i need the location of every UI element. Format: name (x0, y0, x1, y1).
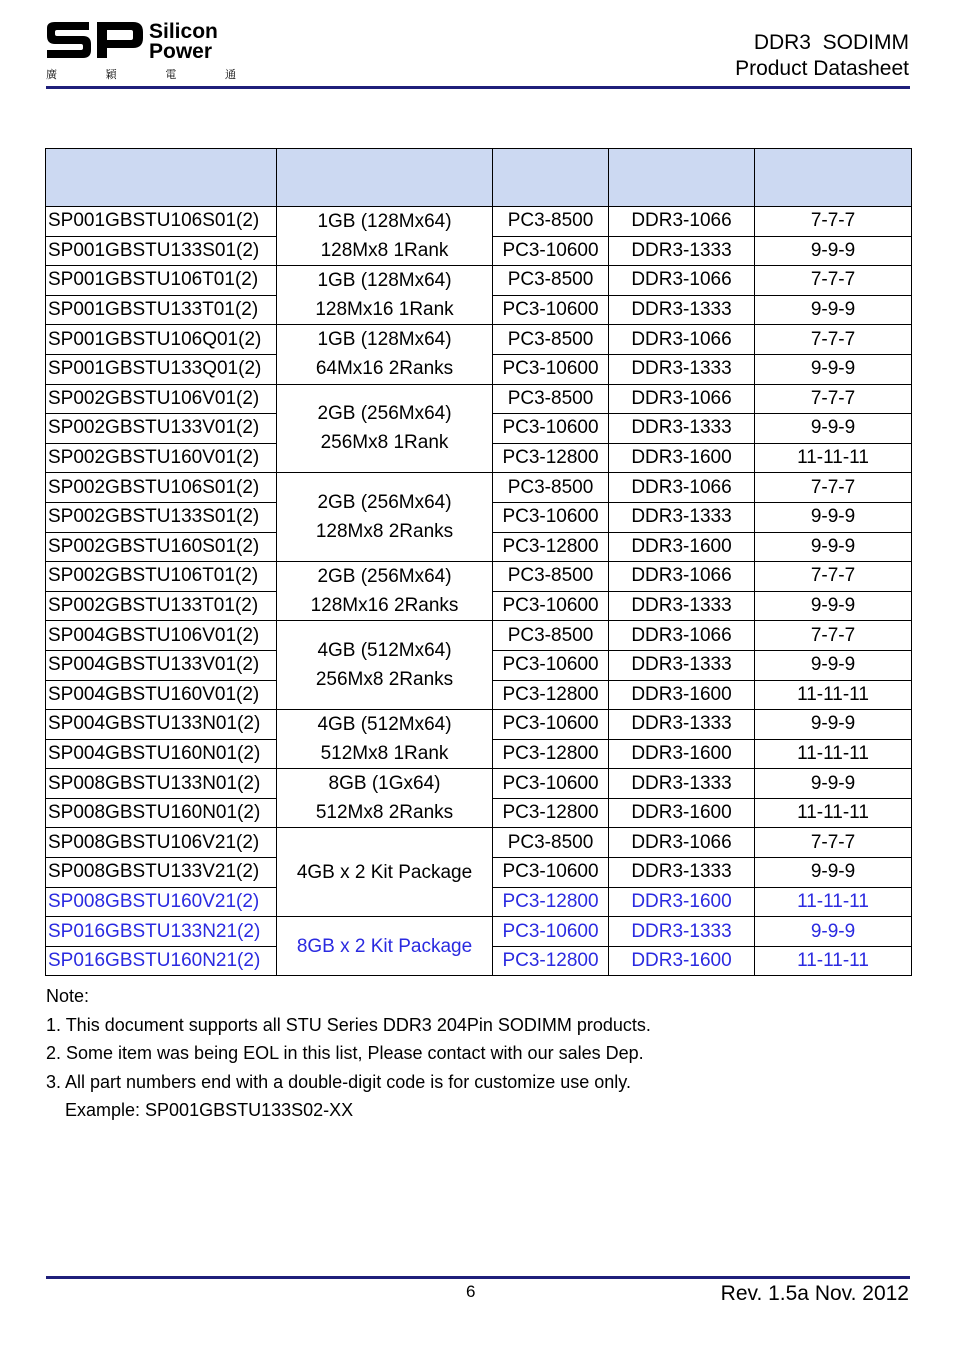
cas-latency-cell: 9-9-9 (755, 917, 912, 947)
header-product-type: DDR3 SODIMM (753, 31, 909, 54)
pc-speed-cell: PC3-10600 (493, 650, 609, 680)
pc-speed-cell: PC3-8500 (493, 621, 609, 651)
ddr-speed-cell: DDR3-1333 (609, 502, 755, 532)
notes-section (46, 982, 651, 1125)
cas-latency-cell: 11-11-11 (755, 680, 912, 710)
document-header (735, 30, 909, 82)
notes-title: Note: (46, 986, 90, 1006)
part-number-cell: SP001GBSTU106Q01(2) (46, 325, 277, 355)
cas-latency-cell: 7-7-7 (755, 828, 912, 858)
module-cell: 4GB (512Mx64) 256Mx8 2Ranks (277, 621, 493, 710)
table-row (46, 473, 912, 503)
cas-latency-cell: 7-7-7 (755, 384, 912, 414)
cas-latency-cell: 9-9-9 (755, 858, 912, 888)
logo-chinese-text (46, 66, 236, 82)
pc-speed-cell: PC3-8500 (493, 325, 609, 355)
logo-char: 通 (224, 68, 236, 81)
module-cell: 8GB x 2 Kit Package (277, 917, 493, 976)
pc-speed-cell: PC3-8500 (493, 473, 609, 503)
part-number-cell: SP002GBSTU133S01(2) (46, 502, 277, 532)
ddr-speed-cell: DDR3-1600 (609, 798, 755, 828)
ddr-speed-cell: DDR3-1600 (609, 532, 755, 562)
ddr-speed-cell: DDR3-1600 (609, 946, 755, 976)
part-number-cell: SP004GBSTU160V01(2) (46, 680, 277, 710)
ddr-speed-cell: DDR3-1600 (609, 443, 755, 473)
pc-speed-cell: PC3-10600 (493, 591, 609, 621)
pc-speed-cell: PC3-12800 (493, 887, 609, 917)
cas-latency-cell: 7-7-7 (755, 473, 912, 503)
ddr-speed-cell: DDR3-1333 (609, 295, 755, 325)
ddr-speed-cell: DDR3-1066 (609, 473, 755, 503)
ddr-speed-cell: DDR3-1333 (609, 917, 755, 947)
ddr-speed-cell: DDR3-1066 (609, 384, 755, 414)
note-example: Example: SP001GBSTU133S02-XX (65, 1100, 354, 1120)
footer-divider (46, 1276, 910, 1279)
cas-latency-cell: 11-11-11 (755, 946, 912, 976)
pc-speed-cell: PC3-12800 (493, 946, 609, 976)
part-number-cell: SP004GBSTU160N01(2) (46, 739, 277, 769)
note-item: 2. Some item was being EOL in this list, Please contact with our sales Dep. (46, 1043, 644, 1063)
part-number-cell: SP008GBSTU106V21(2) (46, 828, 277, 858)
pc-speed-cell: PC3-10600 (493, 710, 609, 740)
cas-latency-cell: 9-9-9 (755, 414, 912, 444)
part-number-cell: SP002GBSTU106V01(2) (46, 384, 277, 414)
cas-latency-cell: 7-7-7 (755, 325, 912, 355)
table-row-highlighted (46, 917, 912, 947)
part-number-table (45, 148, 912, 976)
pc-speed-cell: PC3-10600 (493, 354, 609, 384)
cas-latency-cell: 9-9-9 (755, 236, 912, 266)
ddr-speed-cell: DDR3-1066 (609, 207, 755, 237)
table-row (46, 621, 912, 651)
pc-speed-cell: PC3-12800 (493, 798, 609, 828)
module-cell: 1GB (128Mx64) 64Mx16 2Ranks (277, 325, 493, 384)
table-row (46, 710, 912, 740)
part-number-cell: SP001GBSTU133S01(2) (46, 236, 277, 266)
header-divider (46, 86, 910, 89)
pc-speed-cell: PC3-12800 (493, 532, 609, 562)
cas-latency-cell: 7-7-7 (755, 207, 912, 237)
header-doc-type: Product Datasheet (735, 57, 909, 80)
ddr-speed-cell: DDR3-1333 (609, 354, 755, 384)
header-cell (493, 149, 609, 207)
ddr-speed-cell: DDR3-1600 (609, 739, 755, 769)
ddr-speed-cell: DDR3-1600 (609, 680, 755, 710)
pc-speed-cell: PC3-10600 (493, 295, 609, 325)
part-number-cell: SP004GBSTU133V01(2) (46, 650, 277, 680)
header-cell (755, 149, 912, 207)
part-number-cell: SP002GBSTU106S01(2) (46, 473, 277, 503)
module-cell: 2GB (256Mx64) 128Mx16 2Ranks (277, 562, 493, 621)
part-number-cell: SP004GBSTU106V01(2) (46, 621, 277, 651)
logo-power-text: Power (149, 40, 213, 63)
logo-silicon-text: Silicon (149, 20, 218, 43)
part-number-cell: SP001GBSTU133T01(2) (46, 295, 277, 325)
cas-latency-cell: 9-9-9 (755, 710, 912, 740)
ddr-speed-cell: DDR3-1600 (609, 887, 755, 917)
cas-latency-cell: 9-9-9 (755, 532, 912, 562)
pc-speed-cell: PC3-8500 (493, 207, 609, 237)
table-row (46, 769, 912, 799)
cas-latency-cell: 9-9-9 (755, 295, 912, 325)
pc-speed-cell: PC3-12800 (493, 680, 609, 710)
ddr-speed-cell: DDR3-1333 (609, 414, 755, 444)
pc-speed-cell: PC3-8500 (493, 384, 609, 414)
pc-speed-cell: PC3-10600 (493, 769, 609, 799)
cas-latency-cell: 7-7-7 (755, 621, 912, 651)
module-cell: 1GB (128Mx64) 128Mx16 1Rank (277, 266, 493, 325)
part-number-cell: SP001GBSTU133Q01(2) (46, 354, 277, 384)
module-cell: 4GB (512Mx64) 512Mx8 1Rank (277, 710, 493, 769)
part-number-cell: SP001GBSTU106S01(2) (46, 207, 277, 237)
part-number-cell: SP002GBSTU160V01(2) (46, 443, 277, 473)
ddr-speed-cell: DDR3-1333 (609, 650, 755, 680)
part-number-cell: SP002GBSTU106T01(2) (46, 562, 277, 592)
module-cell: 4GB x 2 Kit Package (277, 828, 493, 917)
pc-speed-cell: PC3-10600 (493, 917, 609, 947)
part-number-cell: SP002GBSTU133T01(2) (46, 591, 277, 621)
ddr-speed-cell: DDR3-1333 (609, 769, 755, 799)
cas-latency-cell: 9-9-9 (755, 769, 912, 799)
table-row (46, 325, 912, 355)
logo-char: 廣 (46, 68, 57, 81)
module-cell: 2GB (256Mx64) 256Mx8 1Rank (277, 384, 493, 473)
cas-latency-cell: 9-9-9 (755, 650, 912, 680)
pc-speed-cell: PC3-12800 (493, 443, 609, 473)
part-number-cell: SP016GBSTU160N21(2) (46, 946, 277, 976)
ddr-speed-cell: DDR3-1066 (609, 828, 755, 858)
header-cell (609, 149, 755, 207)
module-cell: 1GB (128Mx64) 128Mx8 1Rank (277, 207, 493, 266)
table-row (46, 266, 912, 296)
module-cell: 2GB (256Mx64) 128Mx8 2Ranks (277, 473, 493, 562)
ddr-speed-cell: DDR3-1066 (609, 562, 755, 592)
note-item: 3. All part numbers end with a double-digit code is for customize use only. (46, 1071, 631, 1092)
header-cell (277, 149, 493, 207)
ddr-speed-cell: DDR3-1333 (609, 591, 755, 621)
table-row (46, 384, 912, 414)
cas-latency-cell: 11-11-11 (755, 798, 912, 828)
part-number-cell: SP008GBSTU133N01(2) (46, 769, 277, 799)
cas-latency-cell: 7-7-7 (755, 266, 912, 296)
header-cell (46, 149, 277, 207)
pc-speed-cell: PC3-8500 (493, 266, 609, 296)
part-number-cell: SP008GBSTU160V21(2) (46, 887, 277, 917)
page-number: 6 (466, 1282, 476, 1301)
part-number-cell: SP001GBSTU106T01(2) (46, 266, 277, 296)
logo-char: 電 (165, 68, 177, 81)
pc-speed-cell: PC3-8500 (493, 562, 609, 592)
pc-speed-cell: PC3-12800 (493, 739, 609, 769)
part-number-cell: SP002GBSTU133V01(2) (46, 414, 277, 444)
pc-speed-cell: PC3-10600 (493, 414, 609, 444)
ddr-speed-cell: DDR3-1066 (609, 266, 755, 296)
part-number-cell: SP016GBSTU133N21(2) (46, 917, 277, 947)
cas-latency-cell: 11-11-11 (755, 887, 912, 917)
part-number-cell: SP004GBSTU133N01(2) (46, 710, 277, 740)
pc-speed-cell: PC3-10600 (493, 858, 609, 888)
part-number-cell: SP008GBSTU133V21(2) (46, 858, 277, 888)
ddr-speed-cell: DDR3-1066 (609, 621, 755, 651)
module-cell: 8GB (1Gx64) 512Mx8 2Ranks (277, 769, 493, 828)
pc-speed-cell: PC3-10600 (493, 502, 609, 532)
ddr-speed-cell: DDR3-1333 (609, 236, 755, 266)
ddr-speed-cell: DDR3-1066 (609, 325, 755, 355)
table-row (46, 562, 912, 592)
part-number-cell: SP008GBSTU160N01(2) (46, 798, 277, 828)
cas-latency-cell: 11-11-11 (755, 739, 912, 769)
logo-char: 穎 (105, 68, 117, 81)
cas-latency-cell: 7-7-7 (755, 562, 912, 592)
cas-latency-cell: 9-9-9 (755, 502, 912, 532)
cas-latency-cell: 11-11-11 (755, 443, 912, 473)
cas-latency-cell: 9-9-9 (755, 591, 912, 621)
part-number-cell: SP002GBSTU160S01(2) (46, 532, 277, 562)
ddr-speed-cell: DDR3-1333 (609, 858, 755, 888)
note-item: 1. This document supports all STU Series DDR3 204Pin SODIMM products. (46, 1014, 651, 1035)
pc-speed-cell: PC3-10600 (493, 236, 609, 266)
cas-latency-cell: 9-9-9 (755, 354, 912, 384)
pc-speed-cell: PC3-8500 (493, 828, 609, 858)
table-row (46, 828, 912, 858)
table-header-row (46, 149, 912, 207)
revision-label: Rev. 1.5a Nov. 2012 (720, 1282, 909, 1305)
ddr-speed-cell: DDR3-1333 (609, 710, 755, 740)
table-row (46, 207, 912, 237)
